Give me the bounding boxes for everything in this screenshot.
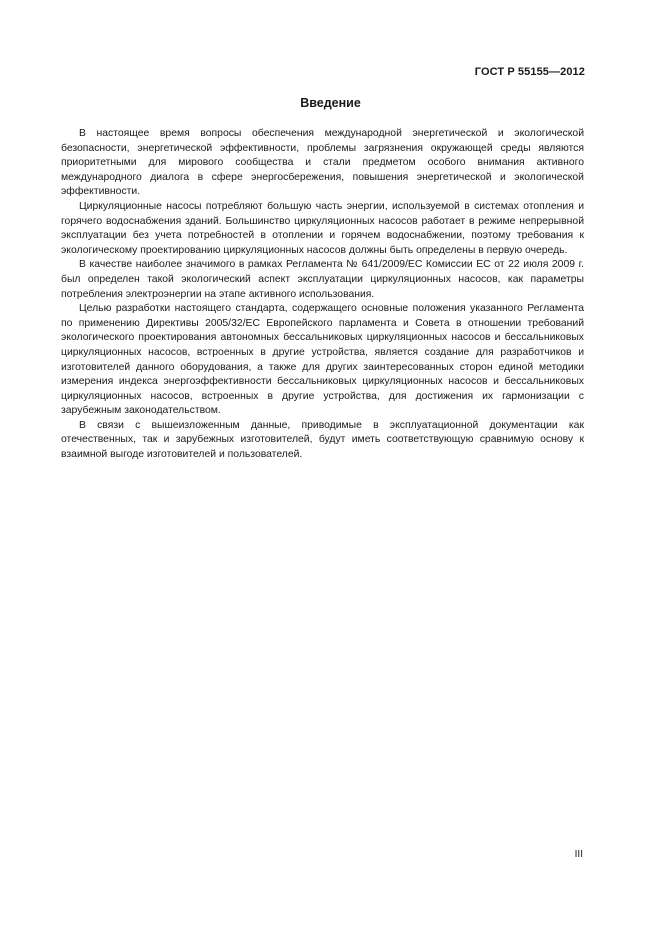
paragraph-2: Циркуляционные насосы потребляют большую часть энергии, используемой в системах отопления и горячего водоснабжения зданий. Большинство циркуляционных насосов работает в режиме непрерывной эксплуатации без учета потребностей в отоплении и горячем водоснабжении, поэтому требования к экологическому проектированию циркуляционных насосов должны быть определены в первую очередь. — [61, 200, 584, 256]
standard-code: ГОСТ Р 55155—2012 — [474, 66, 585, 78]
body-text — [61, 127, 584, 463]
paragraph-5: В связи с вышеизложенным данные, приводимые в эксплуатационной документации как отечественных, так и зарубежных изготовителей, будут иметь соответствующую сравнимую основу к взаимной выгоде изготовителей и пользователей. — [61, 419, 584, 461]
section-title: Введение — [300, 96, 361, 110]
paragraph-4: Целью разработки настоящего стандарта, содержащего основные положения указанного Регламента по применению Директивы 2005/32/ЕС Европейского парламента и Совета в отношении требований экологического проектирования автономных бессальниковых циркуляционных насосов и бессальниковых циркуляционных насосов, встроенных в другие устройства, является создание для разработчиков и изготовителей данного оборудования, а также для других заинтересованных сторон единой методики измерения индекса энергоэффективности бессальниковых циркуляционных насосов и бессальниковых циркуляционных насосов, встроенных в другие устройства, для достижения их гармонизации с зарубежным законодательством. — [61, 303, 584, 417]
paragraph-3: В качестве наиболее значимого в рамках Регламента № 641/2009/ЕС Комиссии ЕС от 22 июля 2009 г. был определен такой экологический аспект эксплуатации циркуляционных насосов, как параметры потребления электроэнергии на этапе активного использования. — [61, 259, 584, 300]
page-number: III — [574, 849, 583, 860]
paragraph-1: В настоящее время вопросы обеспечения международной энергетической и экологической безопасности, энергетической эффективности, проблемы загрязнения окружающей среды являются приоритетными для мирового сообщества и стали предметом особого внимания активного международного диалога в сфере энергосбережения, повышения энергетической и экологической эффективности. — [61, 128, 584, 198]
